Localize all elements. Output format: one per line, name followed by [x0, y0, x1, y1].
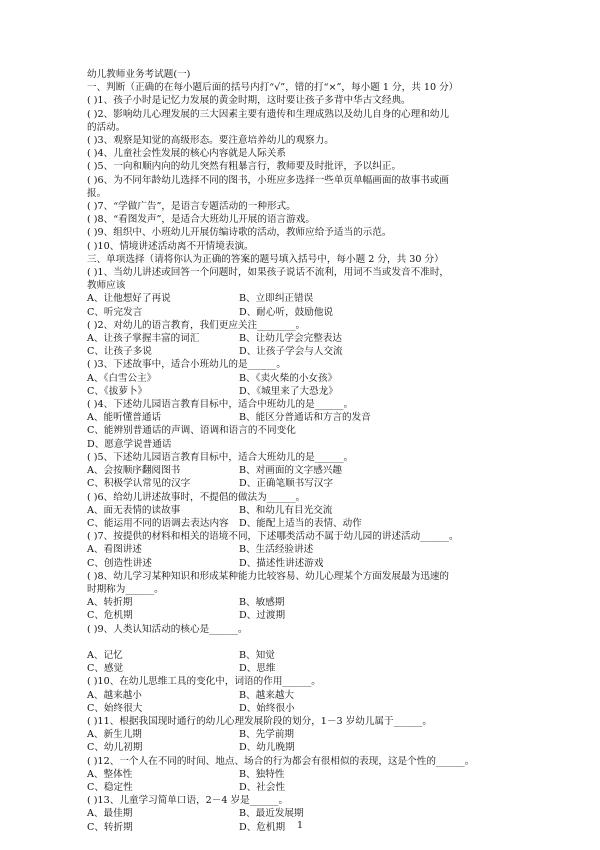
section1-items: [87, 94, 520, 252]
answer-option: A、新生儿期: [87, 729, 142, 741]
answer-option: A、让孩子掌握丰富的词汇: [87, 333, 200, 345]
answer-option: A、能听懂普通话: [87, 412, 162, 424]
answer-option: B、让幼儿学会完整表达: [239, 333, 342, 345]
judgement-item: ( )3、观察是知觉的高级形态。要注意培养幼儿的观察力。: [87, 135, 334, 147]
answer-option: A、整体性: [87, 768, 133, 780]
answer-option: C、积极学认常见的汉字: [87, 478, 191, 490]
answer-option: A、会按顺序翻阅图书: [87, 465, 181, 477]
judgement-item: ( )1、孩子小时是记忆力发展的黄金时期，这时要让孩子多背中华古文经典。: [87, 95, 411, 107]
option-row: [87, 438, 520, 451]
answer-option: B、敏感期: [239, 597, 285, 609]
answer-option: B、知觉: [239, 649, 275, 661]
section1-heading: 一、判断（正确的在每小题后面的括号内打“√”，错的打“×”，每小题 1 分，共 10 分）: [87, 82, 459, 94]
option-row: [87, 517, 520, 530]
judgement-item-continued: 的活动。: [87, 121, 126, 133]
answer-option: A、面无表情的读故事: [87, 504, 181, 516]
option-row: [87, 662, 520, 675]
judgement-item: ( )10、情境讲述活动离不开情境表演。: [87, 240, 254, 252]
answer-option: D、愿意学说普通话: [87, 438, 172, 450]
answer-option: C、感觉: [87, 663, 124, 675]
question-stem-continued: 教师应该: [87, 280, 126, 292]
question-stem: ( )8、幼儿学习某种知识和形成某种能力比较容易、幼儿心理某个方面发展最为迅速的: [87, 570, 450, 582]
answer-option: A、最佳期: [87, 808, 133, 820]
question-stem: ( )11、根据我国现时通行的幼儿心理发展阶段的划分，1－3 岁幼儿属于______。: [87, 715, 432, 727]
answer-option: D、能配上适当的表情、动作: [239, 517, 362, 529]
answer-option: D、危机期: [239, 821, 286, 833]
answer-option: B、独特性: [239, 768, 285, 780]
option-row: [87, 345, 520, 358]
answer-option: A、转折期: [87, 597, 133, 609]
answer-option: C、稳定性: [87, 781, 133, 793]
answer-option: C、转折期: [87, 821, 133, 833]
option-row: [87, 332, 520, 345]
answer-option: C、创造性讲述: [87, 557, 152, 569]
option-row: [87, 689, 520, 702]
section3-questions: [87, 266, 520, 834]
option-row: [87, 649, 520, 662]
judgement-item: ( )4、儿童社会性发展的核心内容就是人际关系: [87, 148, 286, 160]
question-stem: ( )3、下述故事中，适合小班幼儿的是______。: [87, 359, 286, 371]
answer-option: B、立即纠正错误: [239, 293, 314, 305]
answer-option: B、对画面的文字感兴趣: [239, 465, 342, 477]
judgement-item: ( )9、组织中、小班幼儿开展仿编诗歌的活动，教师应给予适当的示范。: [87, 227, 392, 239]
option-row: [87, 292, 520, 305]
option-row: [87, 741, 520, 754]
question-stem: ( )6、给幼儿讲述故事时，不提倡的做法为______。: [87, 491, 306, 503]
question-stem: ( )1、当幼儿讲述或回答一个问题时，如果孩子说话不流利，用词不当或发音不准时，: [87, 267, 450, 279]
option-row: [87, 609, 520, 622]
option-row: [87, 543, 520, 556]
answer-option: A、《白雪公主》: [87, 372, 157, 384]
judgement-item: ( )8、“看图发声”，是适合大班幼儿开展的语言游戏。: [87, 214, 315, 226]
option-row: [87, 411, 520, 424]
answer-option: A、让他想好了再说: [87, 293, 171, 305]
option-row: [87, 596, 520, 609]
option-row: [87, 728, 520, 741]
question-stem: ( )9、人类认知活动的核心是______。: [87, 623, 248, 635]
answer-option: C、《拔萝卜》: [87, 385, 148, 397]
question-stem: ( )12、一个人在不同的时间、地点、场合的行为都会有很相似的表现，这是个性的______。: [87, 755, 475, 767]
page-number: 1: [296, 820, 304, 831]
judgement-item-continued: 报。: [87, 187, 107, 199]
option-row: [87, 807, 520, 820]
option-row: [87, 306, 520, 319]
question-stem-continued: 时期称为______。: [87, 583, 164, 595]
question-stem: ( )4、下述幼儿园语言教育目标中，适合中班幼儿的是______。: [87, 399, 354, 411]
answer-option: D、耐心听，鼓励他说: [239, 306, 334, 318]
answer-option: C、能辨别普通话的声调、语调和语言的不同变化: [87, 425, 296, 437]
answer-option: A、越来越小: [87, 689, 142, 701]
question-stem: ( )13、儿童学习简单口语，2－4 岁是______。: [87, 795, 289, 807]
answer-option: C、危机期: [87, 610, 133, 622]
option-row: [87, 781, 520, 794]
answer-option: C、听完发言: [87, 306, 143, 318]
judgement-item: ( )7、“学做广告”，是语言专题活动的一种形式。: [87, 201, 296, 213]
answer-option: D、正确笔顺书写汉字: [239, 478, 334, 490]
section3-heading: 三、单项选择（请将你认为正确的答案的题号填入括号中，每小题 2 分，共 30 分）: [87, 253, 444, 265]
answer-option: B、越来越大: [239, 689, 295, 701]
question-stem: ( )2、对幼儿的语言教育，我们更应关注________。: [87, 319, 306, 331]
answer-option: D、幼儿晚期: [239, 742, 295, 754]
option-row: [87, 385, 520, 398]
answer-option: C、幼儿初期: [87, 742, 143, 754]
option-row: [87, 702, 520, 715]
answer-option: D、描述性讲述游戏: [239, 557, 324, 569]
answer-option: B、能区分普通话和方言的发音: [239, 412, 371, 424]
option-row: [87, 557, 520, 570]
option-row: [87, 424, 520, 437]
judgement-item: ( )6、为不同年龄幼儿选择不同的图书，小班应多选择一些单页单幅画面的故事书或画: [87, 174, 450, 186]
answer-option: D、让孩子学会与人交流: [239, 346, 343, 358]
answer-option: D、社会性: [239, 781, 286, 793]
question-stem: ( )7、按提供的材料和相关的语境不同，下述哪类活动不属于幼儿园的讲述活动______。: [87, 531, 459, 543]
document-title: 幼儿教师业务考试题(一): [87, 69, 191, 80]
option-row: [87, 477, 520, 490]
option-row: [87, 464, 520, 477]
answer-option: D、过渡期: [239, 610, 286, 622]
answer-option: B、《卖火柴的小女孩》: [239, 372, 338, 384]
answer-option: C、让孩子多说: [87, 346, 152, 358]
answer-option: A、看图讲述: [87, 544, 142, 556]
answer-option: B、最近发展期: [239, 808, 304, 820]
question-stem: ( )5、下述幼儿园语言教育目标中，适合大班幼儿的是______。: [87, 451, 354, 463]
answer-option: B、先学前期: [239, 729, 295, 741]
document-page: [87, 68, 520, 834]
answer-option: D、《城里来了大恐龙》: [239, 385, 338, 397]
question-stem: ( )10、在幼儿思维工具的变化中，词语的作用______。: [87, 676, 321, 688]
judgement-item: ( )2、影响幼儿心理发展的三大因素主要有遗传和生理成熟以及幼儿自身的心理和幼儿: [87, 108, 450, 120]
judgement-item: ( )5、一向和顺内向的幼儿突然有粗暴言行，教师要及时批评，予以纠正。: [87, 161, 402, 173]
answer-option: B、和幼儿有目光交流: [239, 504, 333, 516]
option-row: [87, 504, 520, 517]
blank-line: [87, 636, 520, 649]
option-row: [87, 372, 520, 385]
answer-option: B、生活经验讲述: [239, 544, 314, 556]
answer-option: C、始终很大: [87, 702, 143, 714]
answer-option: C、能运用不同的语调去表达内容: [87, 517, 229, 529]
answer-option: A、记忆: [87, 649, 123, 661]
option-row: [87, 768, 520, 781]
answer-option: D、思维: [239, 663, 276, 675]
answer-option: D、始终很小: [239, 702, 295, 714]
